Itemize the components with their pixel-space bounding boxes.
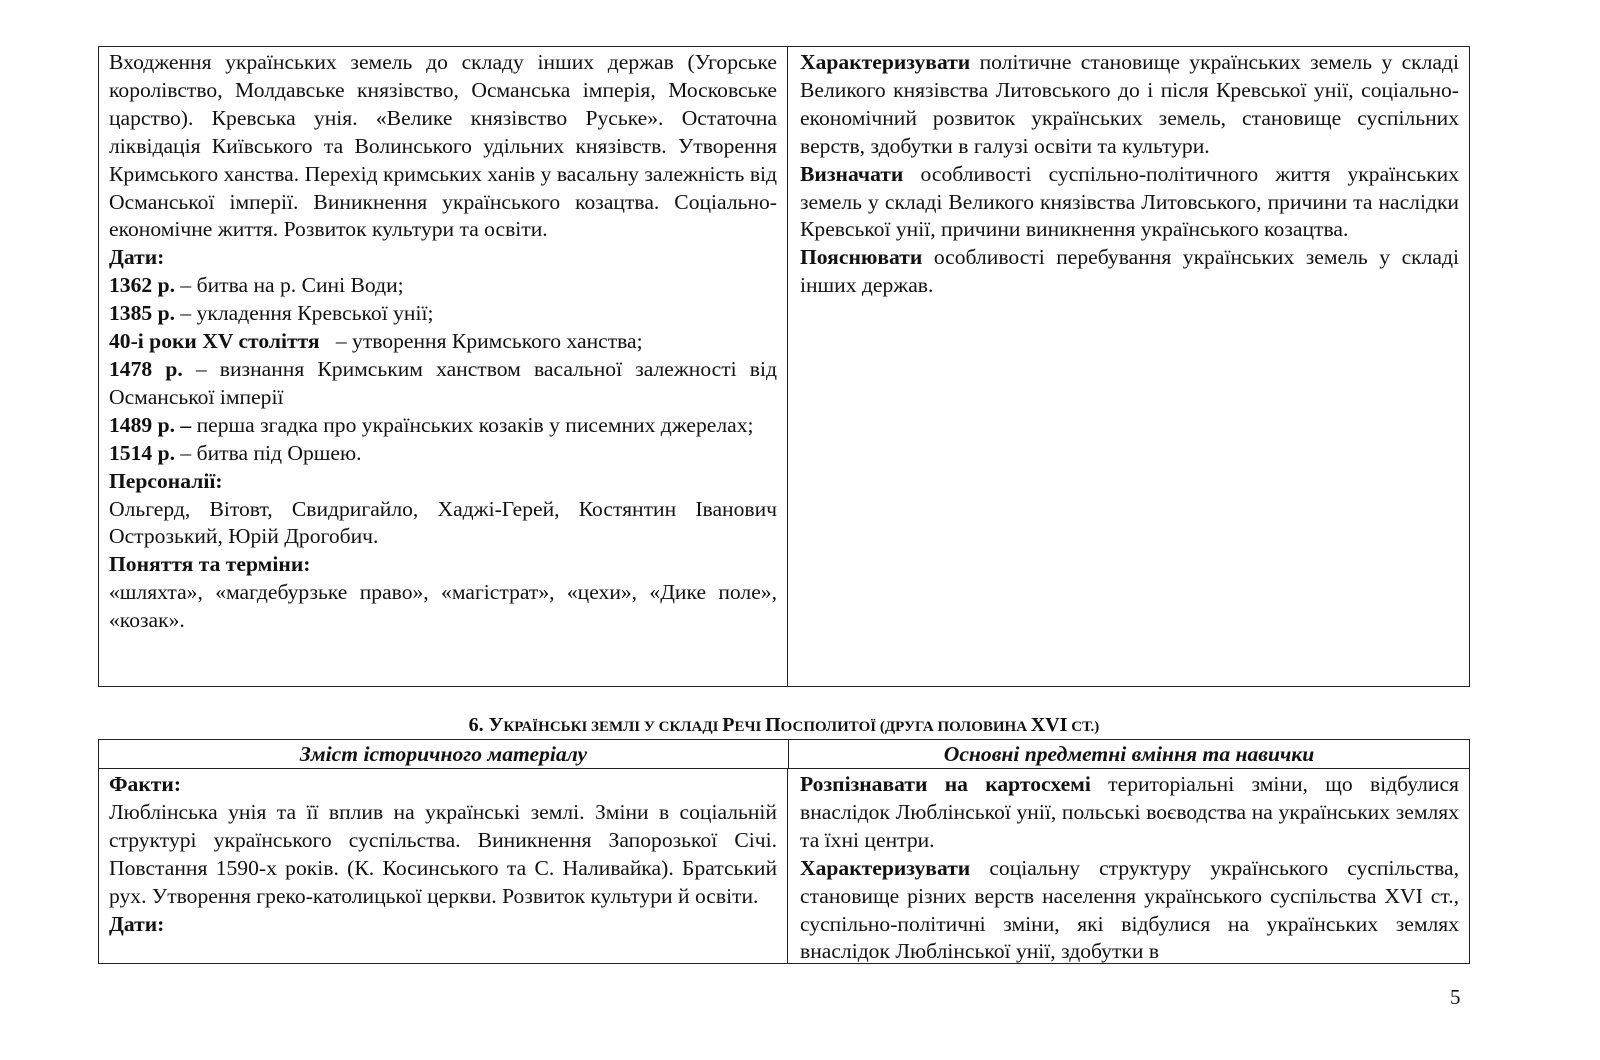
date-item: 1514 р. – битва під Оршею.	[109, 440, 362, 465]
table-header-row	[99, 740, 1469, 769]
facts-heading: Факти:	[109, 772, 182, 796]
facts-text: Люблінська унія та її вплив на українські землі. Зміни в соціальній структурі українського суспільства. Виникнення Запорозької Січі. Повстання 1590-х років. (К. Косинського та С. Наливайка). Братський рух. Утворення греко-католицької церкви. Розвиток культури й освіти.	[109, 799, 777, 908]
date-item: 1489 р. – перша згадка про українських козаків у писемних джерелах;	[109, 412, 754, 437]
content-intro: Входження українських земель до складу інших держав (Угорське королівство, Молдавське князівство, Османська імперія, Московське царство). Кревська унія. «Велике князівство Руське». Остаточна ліквідація Київського та Волинського удільних князівств. Утворення Кримського ханства. Перехід кримських ханів у васальну залежність від Османської імперії. Виникнення українського козацтва. Соціально-економічне життя. Розвиток культури та освіти.	[109, 50, 777, 242]
table-body-row	[99, 769, 1469, 963]
date-item: 40-і роки XV століття – утворення Кримського ханства;	[109, 329, 643, 354]
content-table-continued	[98, 46, 1470, 687]
page-number: 5	[1450, 985, 1461, 1009]
content-table-section-6	[98, 739, 1470, 964]
skills-cell	[788, 769, 1469, 963]
header-historical-content: Зміст історичного матеріалу	[99, 740, 789, 768]
date-item: 1362 р. – битва на р. Сині Води;	[109, 273, 404, 298]
date-item: 1478 р. – визнання Кримським ханством васальної залежності від Османської імперії	[109, 356, 777, 409]
skill-item: Пояснювати особливості перебування українських земель у складі інших держав.	[800, 245, 1459, 298]
skill-item: Розпізнавати на картосхемі територіальні зміни, що відбулися внаслідок Люблінської унії, польські воєводства на українських землях та їхні центри.	[800, 772, 1459, 852]
terms-heading: Поняття та терміни:	[109, 552, 311, 577]
dates-heading: Дати:	[109, 245, 165, 270]
skill-item: Характеризувати соціальну структуру українського суспільства, становище різних верств населення українського суспільства XVI ст., суспільно-політичні зміни, які відбулися на українських землях внаслідок Люблінської унії, здобутки в	[800, 855, 1459, 963]
terms-list: «шляхта», «магдебурзьке право», «магістрат», «цехи», «Дике поле», «козак».	[109, 580, 777, 633]
section-6-title: 6. УКРАЇНСЬКІ ЗЕМЛІ У СКЛАДІ РЕЧІ ПОСПОЛИТОЇ (ДРУГА ПОЛОВИНА XVI СТ.)	[468, 714, 1100, 736]
header-skills: Основні предметні вміння та навички	[943, 742, 1315, 766]
date-item: 1385 р. – укладення Кревської унії;	[109, 301, 434, 326]
skill-item: Характеризувати політичне становище українських земель у складі Великого князівства Литовського до і після Кревської унії, соціально-економічний розвиток українських земель, становище суспільних верств, здобутки в галузі освіти та культури.	[800, 50, 1459, 158]
persons-heading: Персоналії:	[109, 468, 223, 493]
dates-heading: Дати:	[109, 911, 165, 936]
persons-list: Ольгерд, Вітовт, Свидригайло, Хаджі-Герей, Костянтин Іванович Острозький, Юрій Дрогобич.	[109, 496, 777, 549]
historical-content-cell	[99, 47, 788, 686]
historical-content-cell	[99, 769, 788, 963]
skills-cell	[788, 47, 1469, 686]
skill-item: Визначати особливості суспільно-політичного життя українських земель у складі Великого князівства Литовського, причини та наслідки Кревської унії, причини виникнення українського козацтва.	[800, 161, 1459, 242]
